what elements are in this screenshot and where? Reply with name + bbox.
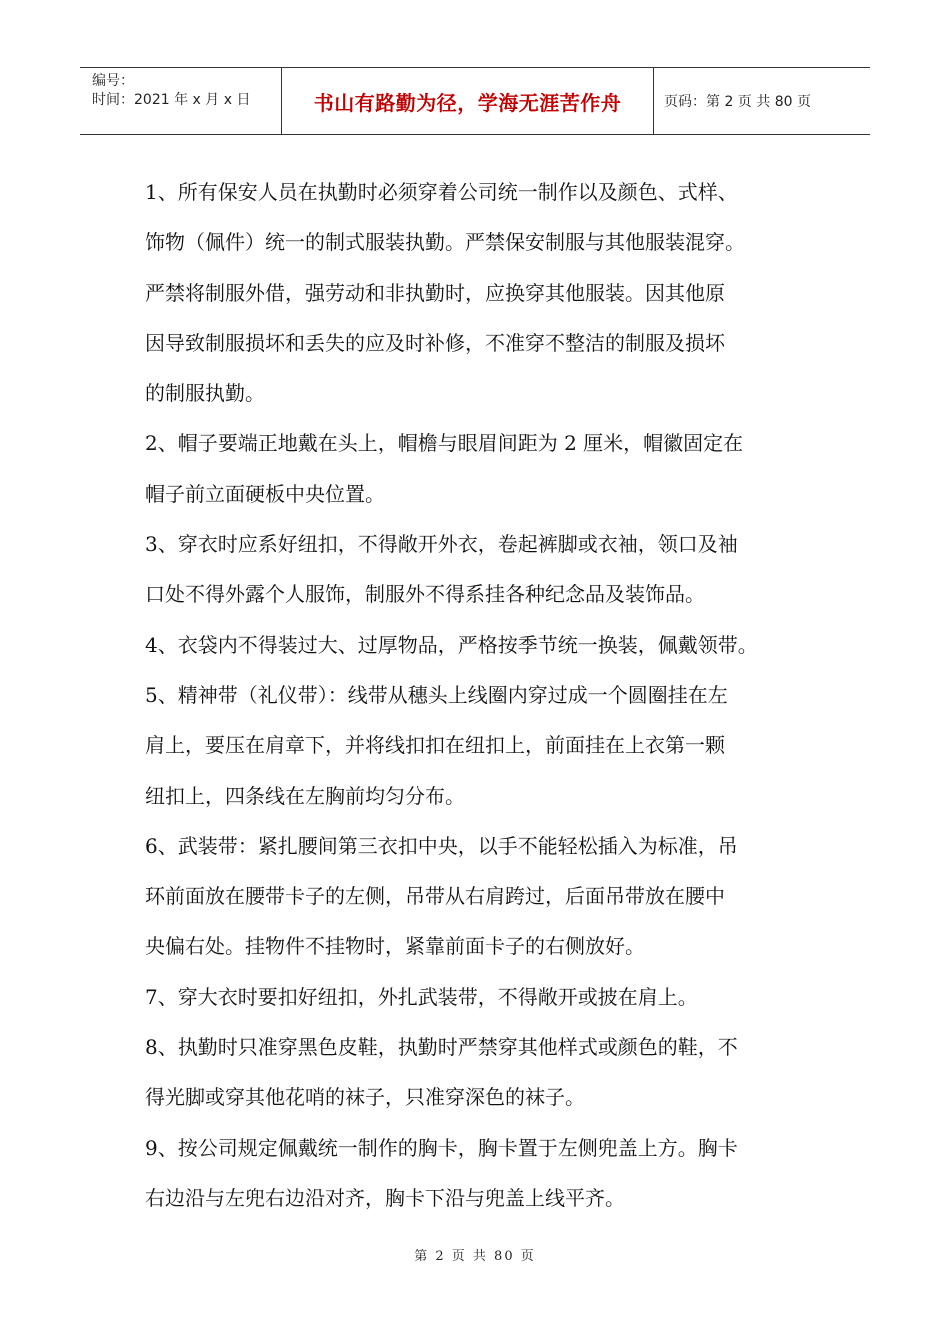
document-date: 时间：2021 年 x 月 x 日 xyxy=(92,92,251,108)
header-meta xyxy=(80,68,282,134)
body-line: 右边沿与左兜右边沿对齐，胸卡下沿与兜盖上线平齐。 xyxy=(145,1185,625,1210)
header-page-info: 页码：第 2 页 共 80 页 xyxy=(664,94,811,110)
body-line: 4、衣袋内不得装过大、过厚物品，严格按季节统一换装，佩戴领带。 xyxy=(145,632,758,657)
body-line: 口处不得外露个人服饰，制服外不得系挂各种纪念品及装饰品。 xyxy=(145,582,705,607)
body-line: 的制服执勤。 xyxy=(145,381,265,406)
body-line: 因导致制服损坏和丢失的应及时补修，不准穿不整洁的制服及损坏 xyxy=(145,330,725,355)
body-line: 严禁将制服外借，强劳动和非执勤时，应换穿其他服装。因其他原 xyxy=(145,280,725,305)
body-line: 得光脚或穿其他花哨的袜子，只准穿深色的袜子。 xyxy=(145,1085,585,1110)
body-line: 8、执勤时只准穿黑色皮鞋，执勤时严禁穿其他样式或颜色的鞋，不 xyxy=(145,1035,738,1060)
body-line: 纽扣上，四条线在左胸前均匀分布。 xyxy=(145,783,465,808)
body-line: 1、所有保安人员在执勤时必须穿着公司统一制作以及颜色、式样、 xyxy=(145,180,738,204)
body-line: 7、穿大衣时要扣好纽扣，外扎武装带，不得敞开或披在肩上。 xyxy=(145,984,698,1009)
body-line: 饰物（佩件）统一的制式服装执勤。严禁保安制服与其他服装混穿。 xyxy=(145,230,745,255)
body-line: 帽子前立面硬板中央位置。 xyxy=(145,481,385,506)
body-line: 5、精神带（礼仪带）：线带从穗头上线圈内穿过成一个圆圈挂在左 xyxy=(145,682,728,707)
body-line: 6、武装带：紧扎腰间第三衣扣中央，以手不能轻松插入为标准，吊 xyxy=(145,833,738,858)
body-line: 环前面放在腰带卡子的左侧，吊带从右肩跨过，后面吊带放在腰中 xyxy=(145,884,725,909)
page-footer: 第 2 页 共 80 页 xyxy=(414,1249,536,1264)
page-header xyxy=(80,67,870,135)
body-line: 3、穿衣时应系好纽扣，不得敞开外衣，卷起裤脚或衣袖，领口及袖 xyxy=(145,532,738,557)
document-number-label: 编号： xyxy=(92,73,134,89)
body-line: 央偏右处。挂物件不挂物时，紧靠前面卡子的右侧放好。 xyxy=(145,934,645,959)
body-line: 9、按公司规定佩戴统一制作的胸卡，胸卡置于左侧兜盖上方。胸卡 xyxy=(145,1135,738,1160)
document-body xyxy=(145,167,815,1223)
header-motto: 书山有路勤为径，学海无涯苦作舟 xyxy=(282,68,654,134)
body-line: 2、帽子要端正地戴在头上，帽檐与眼眉间距为 2 厘米，帽徽固定在 xyxy=(145,431,744,456)
body-line: 肩上，要压在肩章下，并将线扣扣在纽扣上，前面挂在上衣第一颗 xyxy=(145,733,725,758)
